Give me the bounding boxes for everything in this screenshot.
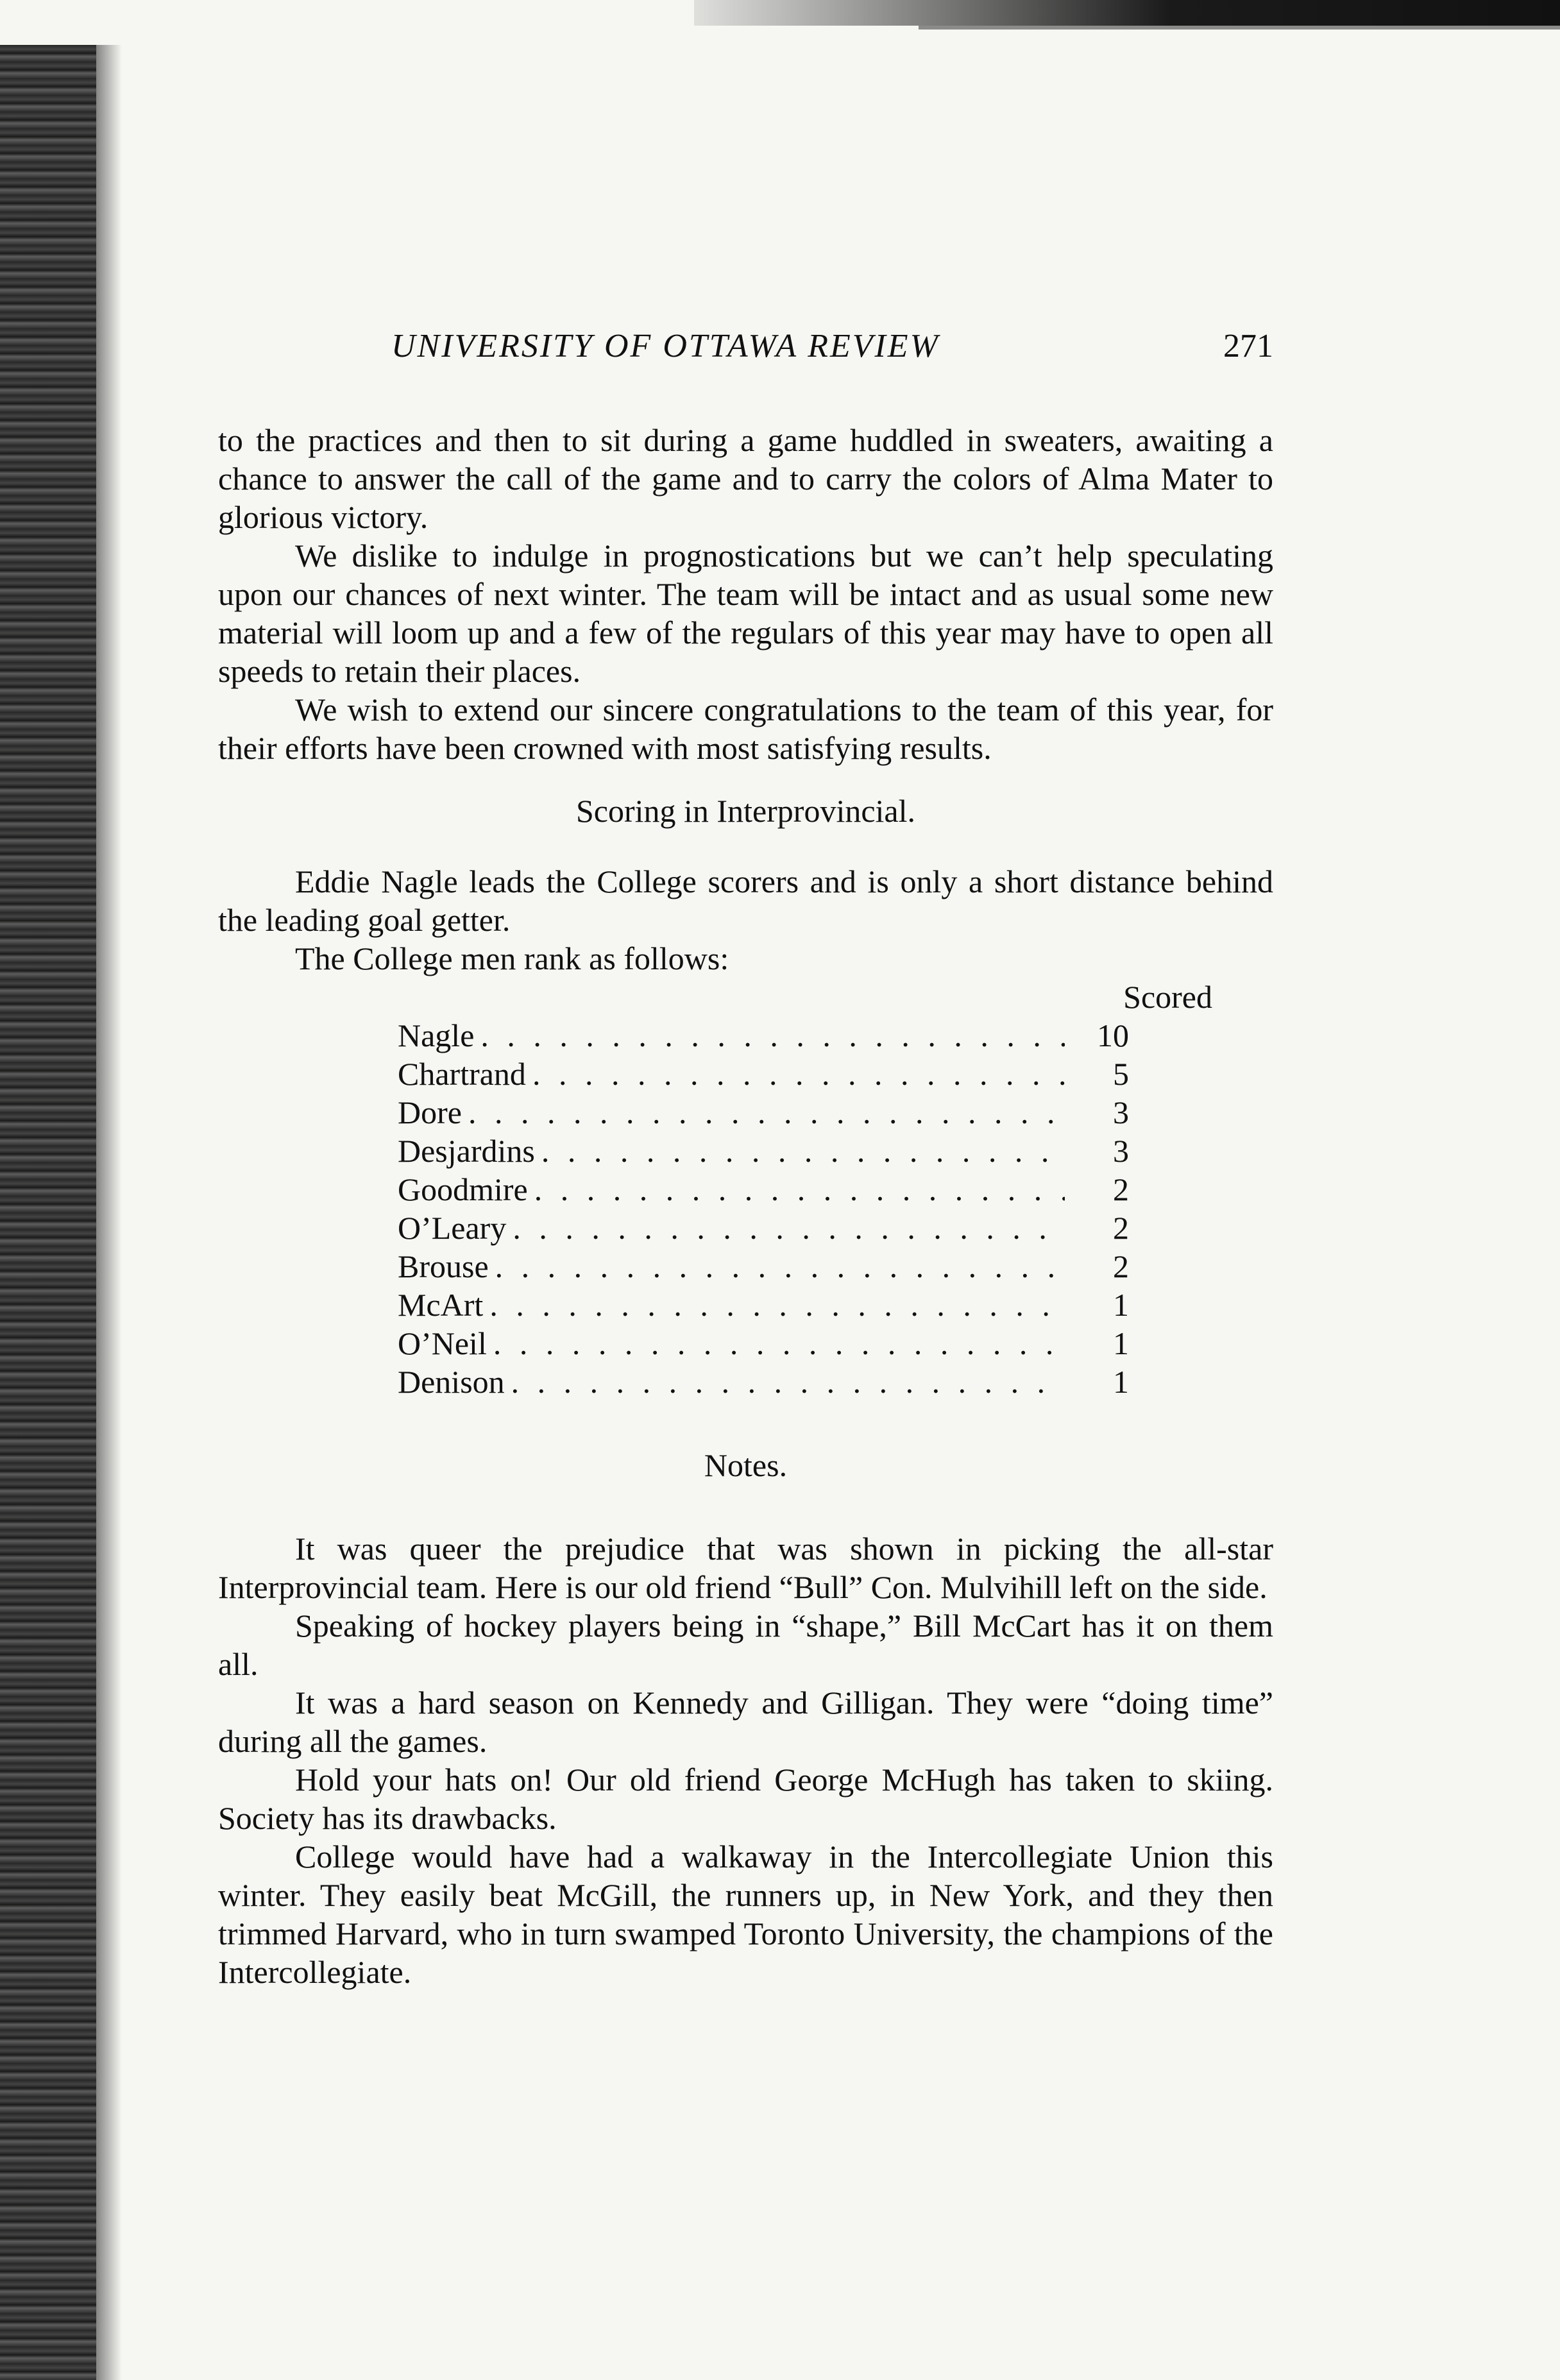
goals-scored: 5 [1113, 1056, 1129, 1092]
table-row [398, 1093, 1129, 1132]
table-row [398, 1324, 1129, 1363]
notes-heading: Notes. [704, 1447, 788, 1483]
table-row [398, 1363, 1129, 1401]
goals-scored: 1 [1113, 1287, 1129, 1323]
player-name: Desjardins [398, 1133, 535, 1169]
leader-dots [511, 1363, 1065, 1401]
goals-scored: 10 [1097, 1017, 1129, 1053]
player-name: Denison [398, 1364, 505, 1400]
intro-paragraph-2: We dislike to indulge in prognostications but we can’t help speculating upon our chances of next winter. The team will be intact and as usual some new material will loom up and a few of the regulars of this year may have to open all speeds to retain their places. [218, 538, 1273, 689]
binding-shadow [96, 45, 122, 2380]
leader-dots [468, 1093, 1065, 1132]
score-column-header [218, 978, 1273, 1016]
leader-dots [495, 1247, 1065, 1286]
page-body [218, 421, 1273, 1991]
goals-scored: 2 [1113, 1248, 1129, 1284]
notes-paragraph-1: It was queer the prejudice that was shown in picking the all-star Interprovincial team. Here is our old friend “Bull” Con. Mulvihill left on the side. [218, 1531, 1273, 1605]
top-scan-border [694, 0, 1560, 26]
notes-paragraph-2: Speaking of hockey players being in “shape,” Bill McCart has it on them all. [218, 1608, 1273, 1682]
leader-dots [513, 1209, 1065, 1247]
goals-scored: 2 [1113, 1210, 1129, 1246]
player-name: Brouse [398, 1248, 489, 1284]
table-row [398, 1247, 1129, 1286]
notes-paragraph-3: It was a hard season on Kennedy and Gilligan. They were “doing time” during all the games. [218, 1685, 1273, 1759]
player-name: O’Neil [398, 1325, 487, 1361]
leader-dots [534, 1170, 1065, 1209]
score-table [398, 1016, 1129, 1401]
page-number: 271 [1223, 328, 1273, 364]
player-name: McArt [398, 1287, 484, 1323]
table-row [398, 1170, 1129, 1209]
leader-dots [493, 1324, 1065, 1363]
scoring-paragraph-1: Eddie Nagle leads the College scorers and is only a short distance behind the leading goal getter. [218, 863, 1273, 938]
top-scan-border-thin [919, 26, 1560, 30]
scored-column-label: Scored [1123, 979, 1212, 1015]
leader-dots [489, 1286, 1065, 1324]
player-name: Dore [398, 1094, 462, 1130]
notes-paragraph-5: College would have had a walkaway in the Intercollegiate Union this winter. They easily beat McGill, the runners up, in New York, and they then trimmed Harvard, who in turn swamped Toronto University, the champions of the Intercollegiate. [218, 1839, 1273, 1990]
notes-paragraph-4: Hold your hats on! Our old friend George McHugh has taken to skiing. Society has its drawbacks. [218, 1762, 1273, 1836]
player-name: O’Leary [398, 1210, 507, 1246]
scoring-heading: Scoring in Interprovincial. [575, 793, 916, 829]
intro-paragraph-1: to the practices and then to sit during a game huddled in sweaters, awaiting a chance to answer the call of the game and to carry the colors of Alma Mater to glorious victory. [218, 422, 1273, 535]
goals-scored: 1 [1113, 1364, 1129, 1400]
goals-scored: 3 [1113, 1094, 1129, 1130]
goals-scored: 1 [1113, 1325, 1129, 1361]
intro-paragraph-3: We wish to extend our sincere congratulations to the team of this year, for their efforts have been crowned with most satisfying results. [218, 692, 1273, 766]
goals-scored: 3 [1113, 1133, 1129, 1169]
binding-edge [0, 45, 96, 2380]
table-row [398, 1132, 1129, 1170]
goals-scored: 2 [1113, 1171, 1129, 1207]
leader-dots [541, 1132, 1065, 1170]
journal-title: UNIVERSITY OF OTTAWA REVIEW [391, 328, 940, 364]
leader-dots [532, 1055, 1065, 1093]
leader-dots [480, 1016, 1065, 1055]
table-row [398, 1286, 1129, 1324]
table-row [398, 1055, 1129, 1093]
player-name: Nagle [398, 1017, 475, 1053]
player-name: Chartrand [398, 1056, 526, 1092]
table-row [398, 1016, 1129, 1055]
player-name: Goodmire [398, 1171, 528, 1207]
table-row [398, 1209, 1129, 1247]
running-header [391, 327, 1273, 378]
scoring-paragraph-2: The College men rank as follows: [295, 940, 729, 976]
